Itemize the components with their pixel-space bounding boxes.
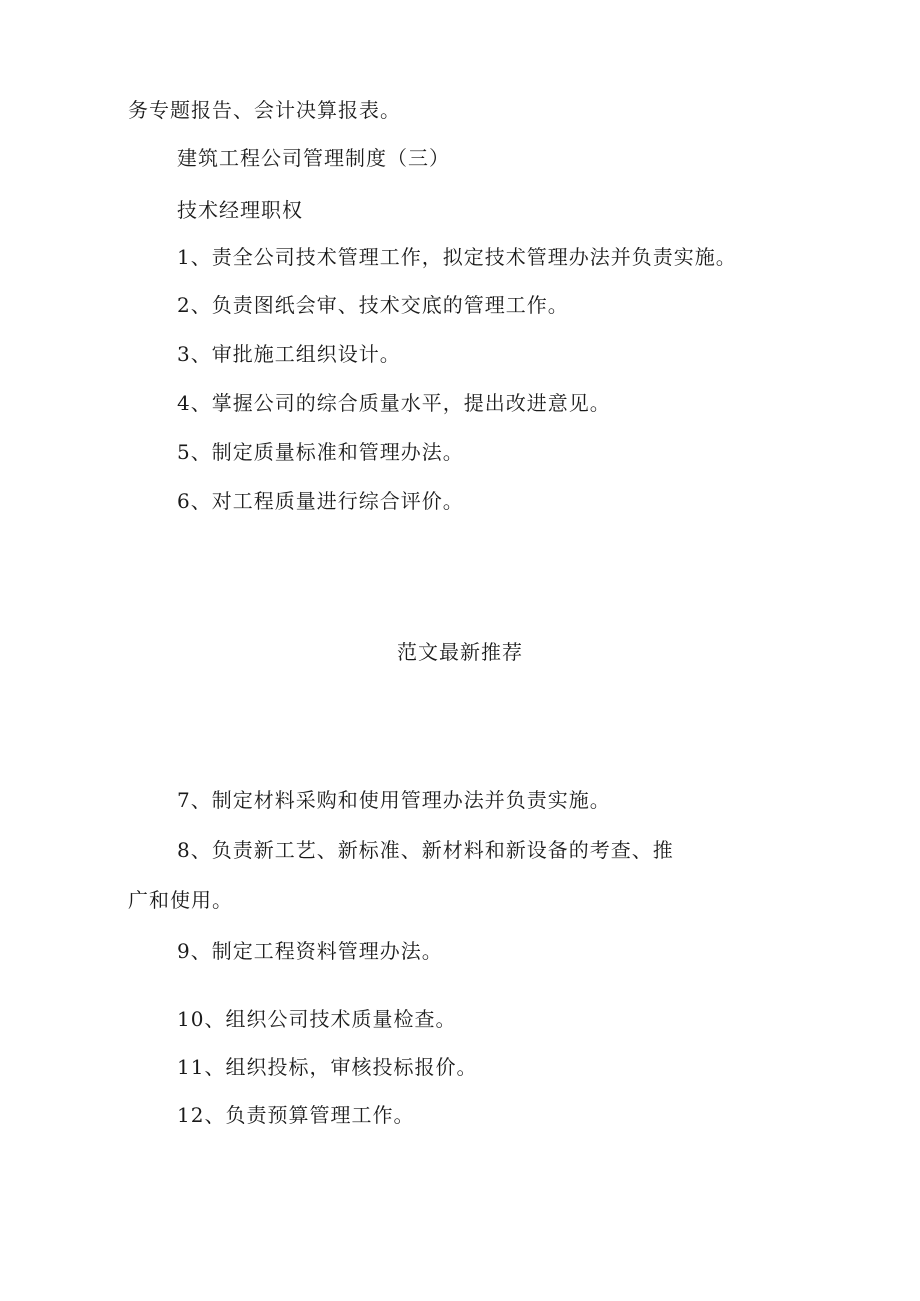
list-item: 5、制定质量标准和管理办法。 (177, 440, 464, 464)
continuation-text: 务专题报告、会计决算报表。 (128, 98, 401, 122)
list-item-continuation: 广和使用。 (128, 888, 233, 912)
list-item: 1、责全公司技术管理工作，拟定技术管理办法并负责实施。 (177, 245, 737, 269)
recommendation-heading: 范文最新推荐 (397, 640, 523, 664)
list-item: 10、组织公司技术质量检查。 (177, 1007, 457, 1031)
list-item: 8、负责新工艺、新标准、新材料和新设备的考查、推 (177, 838, 674, 862)
list-item: 3、审批施工组织设计。 (177, 342, 401, 366)
list-item: 7、制定材料采购和使用管理办法并负责实施。 (177, 788, 611, 812)
section-title: 建筑工程公司管理制度（三） (177, 146, 450, 170)
list-item: 6、对工程质量进行综合评价。 (177, 489, 464, 513)
list-item: 9、制定工程资料管理办法。 (177, 939, 443, 963)
list-item: 12、负责预算管理工作。 (177, 1103, 415, 1127)
subtitle: 技术经理职权 (177, 198, 303, 222)
list-item: 11、组织投标，审核投标报价。 (177, 1055, 478, 1079)
list-item: 4、掌握公司的综合质量水平，提出改进意见。 (177, 391, 611, 415)
list-item: 2、负责图纸会审、技术交底的管理工作。 (177, 293, 569, 317)
